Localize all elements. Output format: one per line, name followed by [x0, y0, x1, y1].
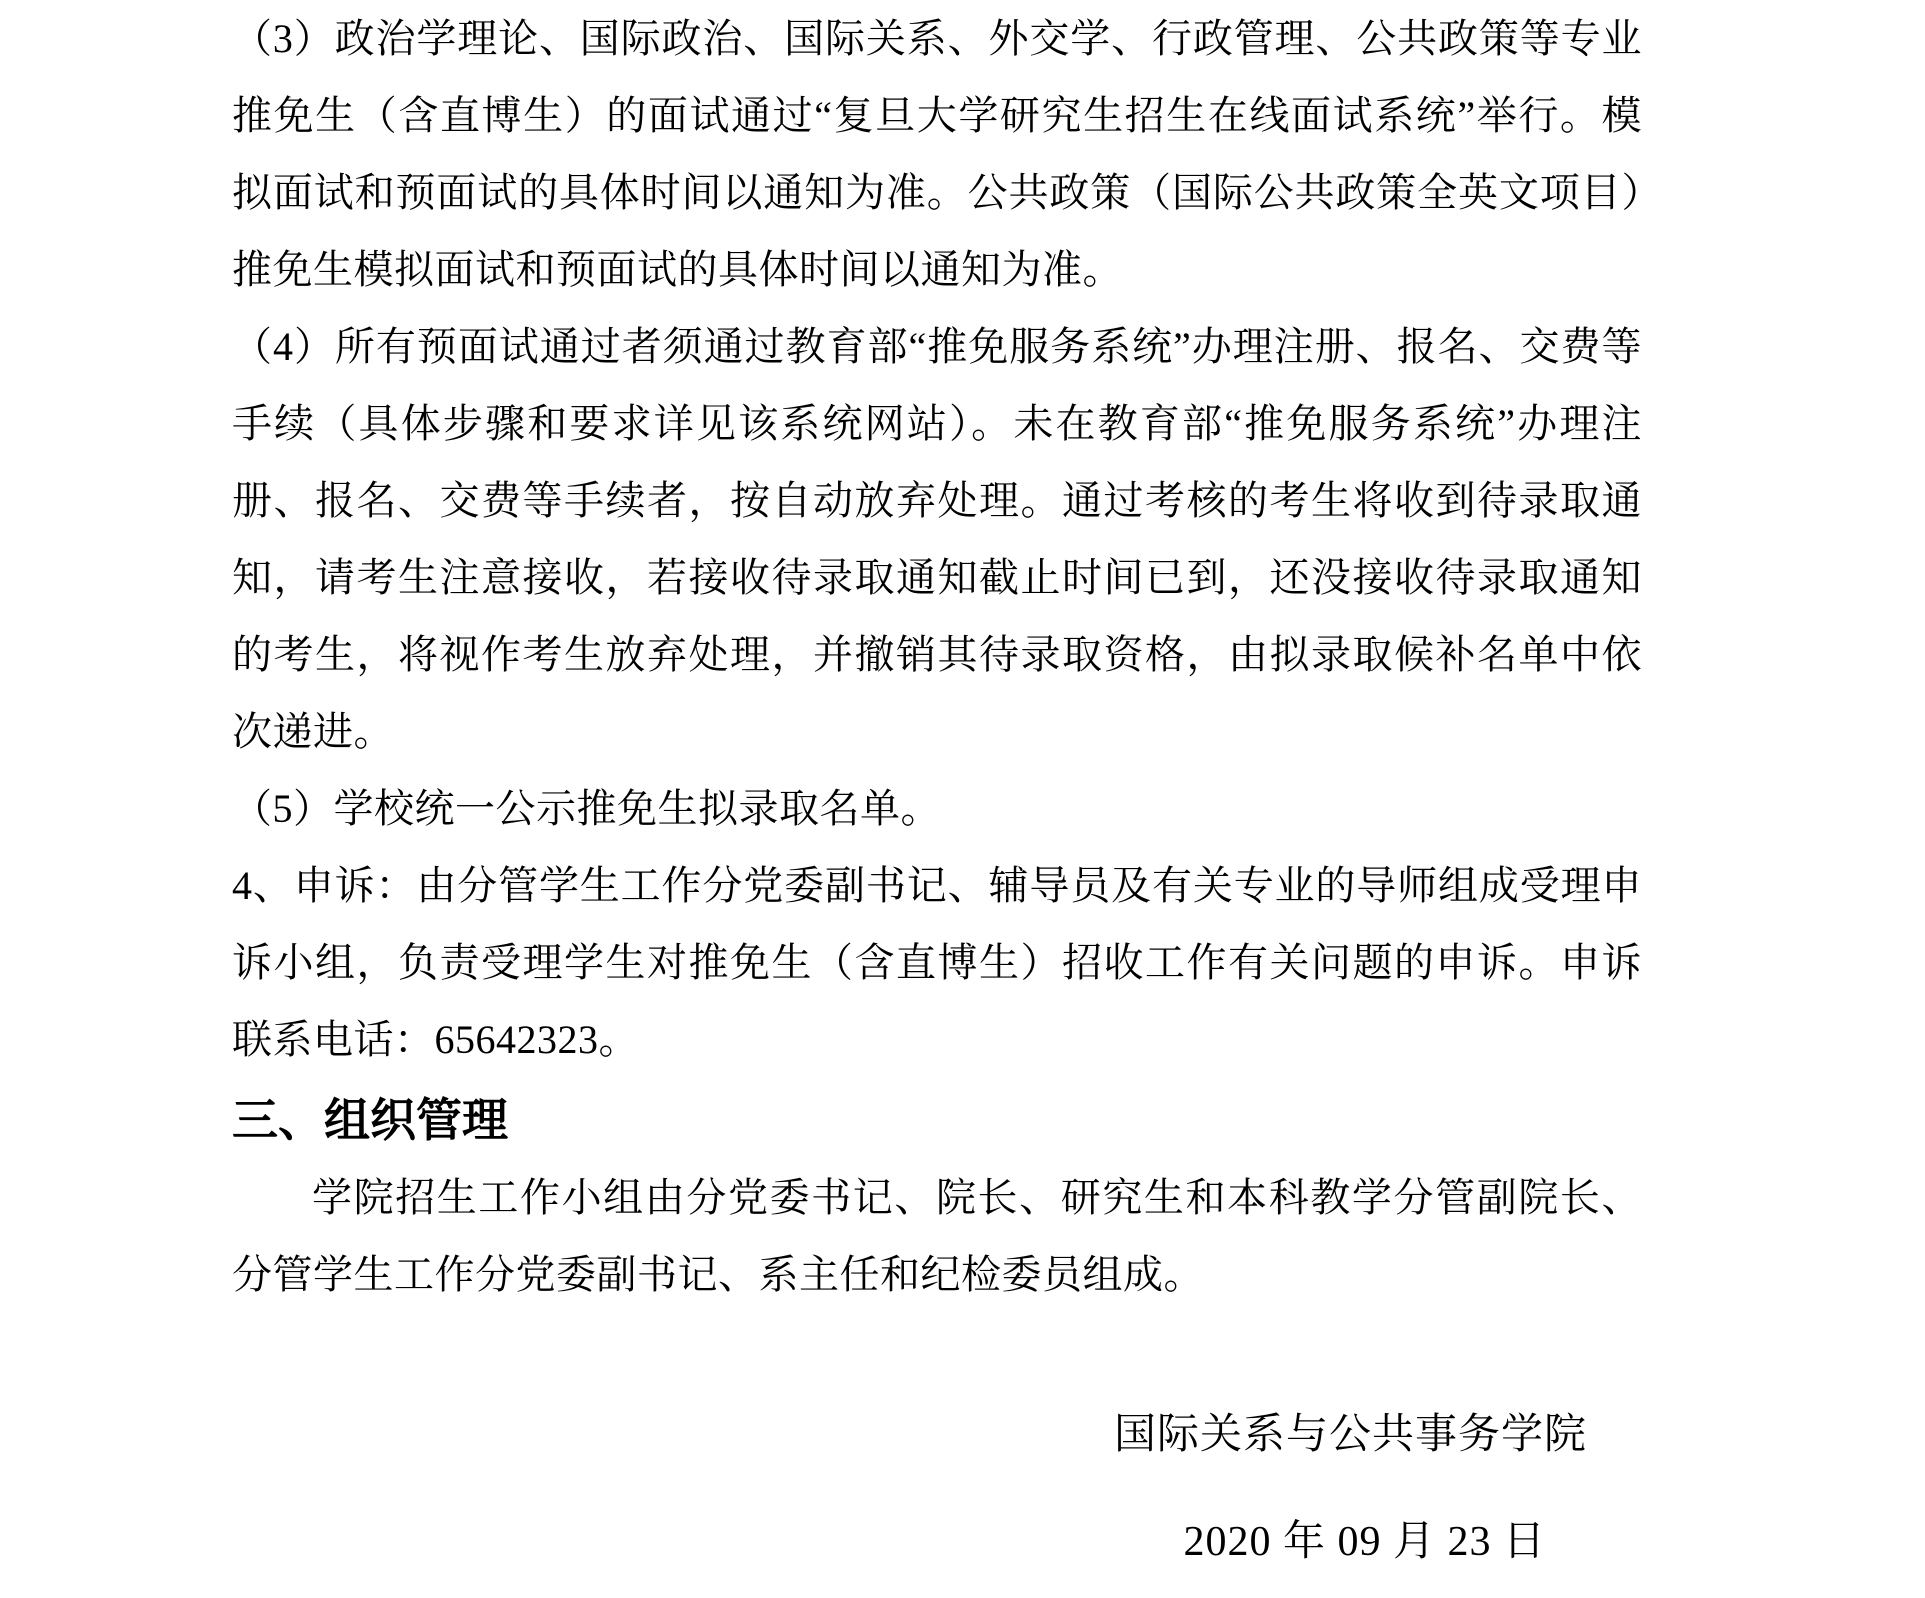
- signature-block: [232, 1397, 1642, 1581]
- paragraph-organization: 学院招生工作小组由分党委书记、院长、研究生和本科教学分管副院长、分管学生工作分党委副书记、系主任和纪检委员组成。: [232, 1175, 1642, 1297]
- signature-date: 2020 年 09 月 23 日: [1183, 1519, 1546, 1565]
- paragraph-item-5: （5）学校统一公示推免生拟录取名单。: [232, 786, 941, 831]
- document-page: [232, 0, 1642, 1598]
- section-heading-organization-management: 三、组织管理: [232, 1095, 508, 1146]
- paragraph-item-3: （3）政治学理论、国际政治、国际关系、外交学、行政管理、公共政策等专业推免生（含直博生）的面试通过“复旦大学研究生招生在线面试系统”举行。模拟面试和预面试的具体时间以通知为准。公共政策（国际公共政策全英文项目）推免生模拟面试和预面试的具体时间以通知为准。: [232, 16, 1642, 292]
- signature-organization: 国际关系与公共事务学院: [1113, 1412, 1587, 1458]
- paragraph-item-4: （4）所有预面试通过者须通过教育部“推免服务系统”办理注册、报名、交费等手续（具体步骤和要求详见该系统网站）。未在教育部“推免服务系统”办理注册、报名、交费等手续者，按自动放弃处理。通过考核的考生将收到待录取通知，请考生注意接收，若接收待录取通知截止时间已到，还没接收待录取通知的考生，将视作考生放弃处理，并撤销其待录取资格，由拟录取候补名单中依次递进。: [232, 324, 1642, 754]
- paragraph-appeal: 4、申诉：由分管学生工作分党委副书记、辅导员及有关专业的导师组成受理申诉小组，负责受理学生对推免生（含直博生）招收工作有关问题的申诉。申诉联系电话：65642323。: [232, 863, 1642, 1062]
